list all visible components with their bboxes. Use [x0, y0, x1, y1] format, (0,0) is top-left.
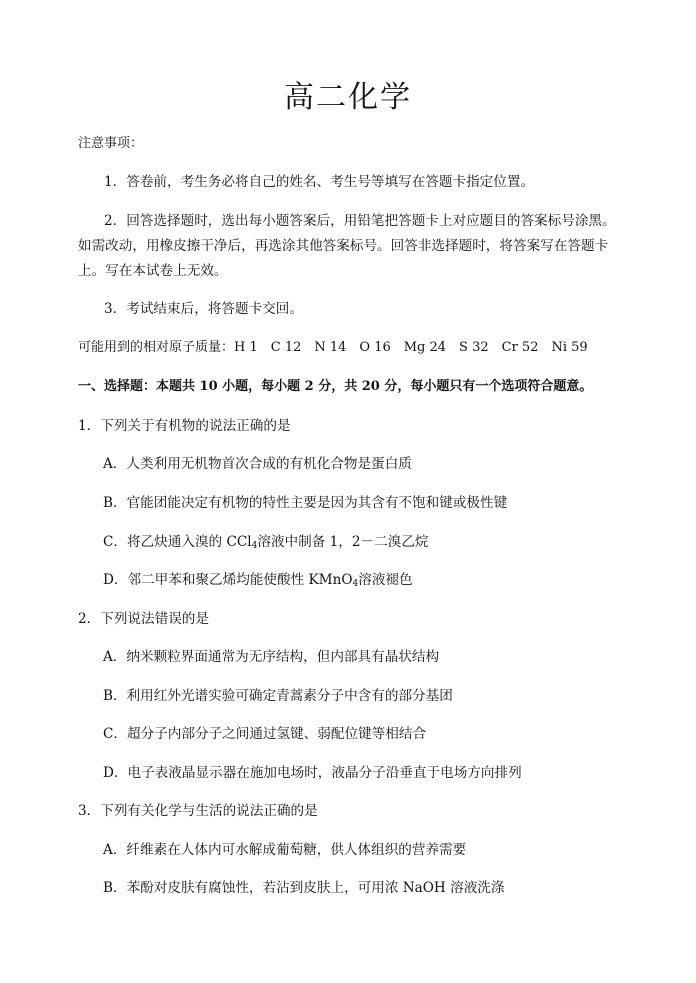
question-1-option-d-subscript: 4 [352, 579, 359, 589]
notes-heading: 注意事项： [78, 136, 144, 151]
question-1-option-c [103, 532, 429, 552]
question-1-option-d-text-pre: D．邻二甲苯和聚乙烯均能使酸性 KMnO [103, 572, 353, 588]
question-2-option-c: C．超分子内部分子之间通过氢键、弱配位键等相结合 [103, 726, 427, 742]
note-item-2-line-1: 2．回答选择题时，选出每小题答案后，用铅笔把答题卡上对应题目的答案标号涂黑。 [104, 213, 616, 229]
question-1-option-b: B．官能团能决定有机物的特性主要是因为其含有不饱和键或极性键 [103, 495, 508, 511]
question-2-stem: 2．下列说法错误的是 [78, 611, 209, 627]
question-3-option-b: B．苯酚对皮肤有腐蚀性，若沾到皮肤上，可用浓 NaOH 溶液洗涤 [103, 880, 505, 896]
question-1-option-d-text-post: 溶液褪色 [358, 572, 413, 588]
section-1-heading: 一、选择题：本题共 10 小题，每小题 2 分，共 20 分，每小题只有一个选项符合题意。 [78, 379, 593, 394]
note-item-1: 1．答卷前，考生务必将自己的姓名、考生号等填写在答题卡指定位置。 [104, 174, 535, 190]
atomic-masses: 可能用到的相对原子质量：H 1 C 12 N 14 O 16 Mg 24 S 32 Cr 52 Ni 59 [78, 340, 588, 355]
question-3-option-a: A．纤维素在人体内可水解成葡萄糖，供人体组织的营养需要 [103, 842, 467, 858]
page-title: 高二化学 [284, 80, 412, 115]
note-item-2-line-3: 上。写在本试卷上无效。 [78, 263, 228, 279]
question-1-option-a: A．人类利用无机物首次合成的有机化合物是蛋白质 [103, 456, 412, 472]
question-1-option-c-text-pre: C．将乙炔通入溴的 CCl [103, 534, 252, 550]
question-1-option-c-text-post: 溶液中制备 1，2－二溴乙烷 [257, 534, 429, 550]
note-item-3: 3．考试结束后，将答题卡交回。 [104, 301, 303, 317]
question-1-option-c-subscript: 4 [251, 541, 258, 551]
question-2-option-d: D．电子表液晶显示器在施加电场时，液晶分子沿垂直于电场方向排列 [103, 765, 522, 781]
question-1-option-d [103, 570, 413, 590]
question-1-stem: 1．下列关于有机物的说法正确的是 [78, 418, 291, 434]
question-3-stem: 3．下列有关化学与生活的说法正确的是 [78, 803, 318, 819]
question-2-option-a: A．纳米颗粒界面通常为无序结构，但内部具有晶状结构 [103, 649, 440, 665]
question-2-option-b: B．利用红外光谱实验可确定青蒿素分子中含有的部分基团 [103, 688, 453, 704]
note-item-2-line-2: 如需改动，用橡皮擦干净后，再选涂其他答案标号。回答非选择题时，将答案写在答题卡 [78, 238, 609, 254]
